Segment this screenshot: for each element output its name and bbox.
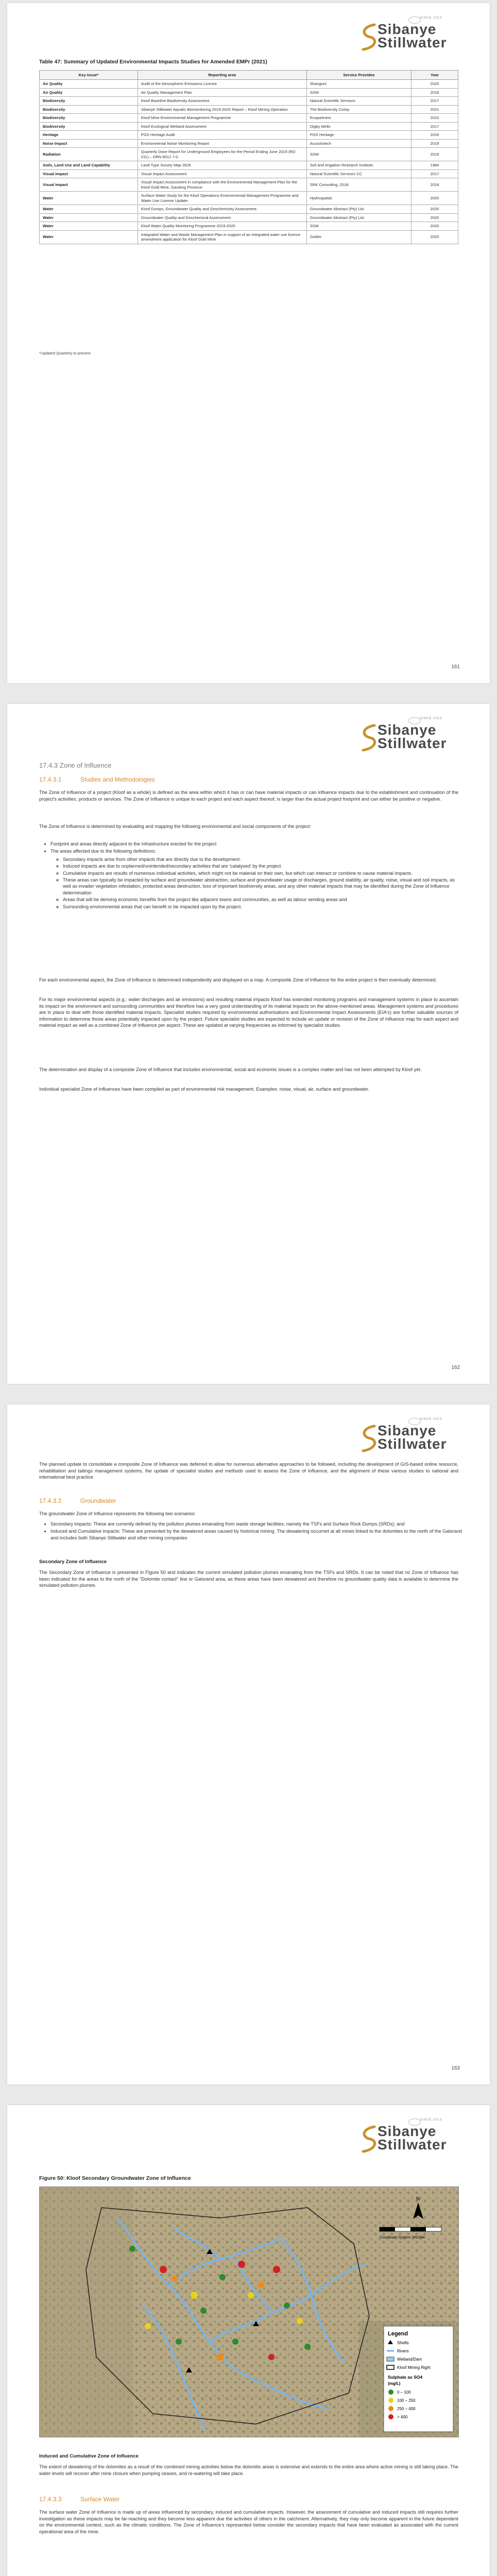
table-cell: 2020 [411,230,458,244]
table-cell: Water [40,230,138,244]
table-cell: Water [40,222,138,231]
table-cell: 2018 [411,178,458,192]
table-cell: Biodiversity [40,97,138,106]
bullet-list [39,841,462,911]
subsection-number: 17.4.3.1 [39,776,62,783]
brand-logo [359,1418,457,1454]
subsection-title: Groundwater [80,1497,116,1504]
legend-item: Wetland/Dam [397,2357,422,2362]
logo-line2: Stillwater [378,735,447,751]
table-cell: 2020 [411,80,458,89]
legend-item: Rivers [397,2349,409,2353]
list-item: ◦ Induced impacts are due to unplanned/unintended/secondary activities that are 'catalysed' by the project. [63,863,462,869]
subsection-heading [39,1497,116,1504]
table-cell: 2019 [411,139,458,148]
table-row [40,192,458,205]
logo-since: SINCE 2013 [420,717,442,720]
list-item: • Secondary impacts: These are currently defined by the pollution plumes emanating from waste storage facilities, namely the TSFs and Surface Rock Dumps (SRDs); and [50,1521,462,1527]
paragraph: The groundwater Zone of Influence represents the following two scenarios: [39,1511,196,1516]
brand-logo [359,2119,457,2155]
table-cell: Shangoni [306,80,411,89]
table-header-cell: Reporting area [138,71,306,80]
table-cell: Groundwater Abstract (Pty) Ltd. [306,213,411,222]
list-item: • Induced and Cumulative impacts: These are presented by the dewatered areas caused by historical mining. The dewatering occurred at all mines linked to the dolomites to the north of the Gatsrand and includes both Sibanye Stillwater and other mining companies [50,1528,462,1541]
legend-range: 0 – 100 [397,2390,411,2395]
table-cell: Air Quality [40,80,138,89]
table-cell: 2020 [411,192,458,205]
table-cell: Air Quality [40,88,138,97]
logo-line2: Stillwater [378,35,447,50]
table-cell: Golder [306,230,411,244]
section-heading: 17.4.3 Zone of Influence [39,761,112,769]
logo-line1: Sibanye [378,1422,437,1438]
table-cell: The Biodiversity Comp [306,105,411,114]
list-item: ◦ These areas can typically be impacted by surface and groundwater abstraction, surface and groundwater usage or discharges, ground stability, air quality, noise, visual and soil impacts, as well as invader vegetation infestation, protected areas destruction, loss of important biodiversity areas, and any other material impacts that may be identified during the Zone of Influence determination [63,877,462,896]
list-item: ◦ Cumulative impacts are results of numerous individual activities, which might not be material on their own, but which can interact or combine to cause material impacts. [63,870,462,876]
table-cell: Radiation [40,148,138,161]
list-item: ◦ Areas that will be deriving economic benefits from the project like adjacent towns and communities, as well as labour sending areas and [63,896,462,903]
bullet-list [39,1521,462,1542]
list-item-text: The areas affected due to the following definitions: [50,849,156,854]
list-item [50,848,462,910]
table-cell: 2016 [411,131,458,140]
legend-range: > 400 [397,2415,408,2419]
table-cell: Kloof Mine Environmental Management Programme [138,114,306,123]
table-cell: Surface Water Study for the Kloof Operations Environmental Management Programme and Water Use License Update. [138,192,306,205]
paragraph: The planned update to consolidate a composite Zone of Influence was deferred to allow for numerous alternative approaches to be followed, including the development of GIS-based online resource, rehabilitation and tailings management systems, the update of specialist studies and methods used to assess the Zone of Influence, and the alignment of these various studies to national and international best practice. [39,1462,458,1480]
table-row [40,205,458,214]
map-graphic [40,2187,458,2437]
table-header-cell: Year [411,71,458,80]
table-row [40,178,458,192]
page-161 [7,3,490,683]
logo-swirl-icon [359,2125,380,2154]
subsection-heading [39,2496,119,2503]
legend-sub: Sulphate as SO4 [388,2375,423,2380]
table-cell: 2020 [411,213,458,222]
table-cell: Groundwater Abstract (Pty) Ltd. [306,205,411,214]
table-cell: Kloof Water Quality Monitoring Programme 2019-2020 [138,222,306,231]
logo-line1: Sibanye [378,722,437,738]
table-cell: Water [40,192,138,205]
table-header-cell: Key Issue* [40,71,138,80]
table-cell: 2020 [411,205,458,214]
logo-line2: Stillwater [378,2137,447,2153]
table-cell: Biodiversity [40,122,138,131]
table-row [40,88,458,97]
paragraph: The Secondary Zone of Influence is presented in Figure 50 and indicates the current simulated pollution plumes emanating from the TSFs and SRDs. It can be noted that no Zone of Influence has been indicated for the areas to the north of the "Dolomite contact" line or Gatsrand area, as these areas have been dewatered and therefore no groundwater quality data is available to determine the simulated pollution plumes. [39,1570,458,1588]
logo-swirl-icon [359,23,380,52]
table-cell: Visual Impact Assessment [138,170,306,178]
table-cell: Quarterly Dose Report for Underground Employees for the Period Ending June 2019 (RD 011) – DRN 8012 7-0. [138,148,306,161]
table-cell: PGS Heritage [306,131,411,140]
page-number: 161 [451,664,460,670]
table-cell: 2017 [411,170,458,178]
table-cell: Air Quality Management Plan [138,88,306,97]
subsection-title: Studies and Methodologies [80,776,155,783]
brand-logo [359,16,457,53]
page-164 [7,2105,490,2576]
paragraph: The determination and display of a composite Zone of Influence that includes environmental, social and economic issues is a complex matter and has not been attempted by Kloof yet. [39,1067,422,1072]
table-row [40,230,458,244]
table-cell: PGS Heritage Audit [138,131,306,140]
table-row [40,222,458,231]
table-cell: 2010 [411,114,458,123]
paragraph: Individual specialist Zone of Influences have been compiled as part of environmental risk management. Examples: noise, visual, air, surface and groundwater. [39,1087,369,1092]
table-cell: Audit of the Atmospheric Emissions License [138,80,306,89]
page-number: 163 [451,2065,460,2071]
table-cell: Integrated Water and Waste Management Plan in support of an integrated water use licence amendment application for Kloof Gold Mine [138,230,306,244]
paragraph: The extent of dewatering of the dolomites as a result of the combined mining activities below the dolomitic areas is extensive and extends to the entire area where active mining is still taking place. The water levels will recover after mine closure when pumping ceases, and re-watering will take place. [39,2464,458,2476]
table-note: *Updated Quarterly to present [39,351,91,355]
table-cell: Visual Impact Assessment in compliance with the Environmental Management Plan for the Kloof Gold Mine, Gauteng Province [138,178,306,192]
logo-since: SINCE 2013 [420,1418,442,1421]
table-cell: Acusolutech [306,139,411,148]
table-cell: 2016 [411,88,458,97]
table-cell: Sibanye Stillwater Aquatic Biomonitoring 2019-2020 Report – Kloof Mining Operation [138,105,306,114]
table-row [40,114,458,123]
impact-studies-table [39,70,458,244]
list-item: • Footprint and areas directly adjacent to the infrastructure erected for the project [50,841,462,847]
paragraph: For its major environmental aspects (e.g.: water discharges and air emissions) and resulting material impacts Kloof has extended monitoring programs and management systems in place to ascertain its impact on the environment and surrounding communities and therefore has a very good understanding of its material impacts on the above-mentioned areas. Management systems and procedures are in place to deal with those identified material impacts. Specialist studies required by environmental authorisations and Environmental Impact Assessments (EIA's) are further valuable sources of information to determine those areas potentially impacted upon by the project. Future specialist studies are expected to include an update or revision of the Zone of Influence map for each aspect and material impact as well as a combined Zone of Influence per aspect. These are updated at varying frequencies as informed by specialist studies. [39,997,458,1028]
subsection-heading [39,776,155,783]
legend-title: Legend [388,2331,408,2337]
subsection-number: 17.4.3.2 [39,1497,62,1504]
subsection-number: 17.4.3.3 [39,2496,62,2503]
legend-range: 250 – 400 [397,2406,416,2411]
table-row [40,105,458,114]
table-row [40,139,458,148]
logo-since: SINCE 2013 [420,2119,442,2122]
table-cell: Groundwater Quality and Geochemical Assessment. [138,213,306,222]
page-163 [7,1404,490,2084]
logo-line2: Stillwater [378,1436,447,1452]
brand-logo [359,717,457,753]
paragraph: The Zone of Influence of a project (Kloof as a whole) is defined as the area within which it has or can have material impacts or can influence impacts due to the establishment and continuation of the project's activities, products or services. The Zone of Influence is unique to each project and each aspect thereof, is larger than the actual project footprint and can either be positive or negative. [39,790,458,802]
logo-swirl-icon [359,723,380,752]
table-cell: Biodiversity [40,114,138,123]
page-162 [7,704,490,1384]
table-cell: 2019 [411,148,458,161]
subsection-title: Surface Water [80,2496,120,2503]
table-cell: Noise Impact [40,139,138,148]
table-row [40,148,458,161]
logo-line1: Sibanye [378,21,437,37]
table-cell: Kloof Ecological Wetland Assessment [138,122,306,131]
table-cell: Digby Wells [306,122,411,131]
table-cell: Water [40,213,138,222]
table-cell: Hydrospatial. [306,192,411,205]
table-row [40,161,458,170]
north-label: N [416,2196,420,2202]
map-legend [384,2326,453,2432]
table-cell: 1984 [411,161,458,170]
table-cell: Visual Impact [40,170,138,178]
table-cell: 2017 [411,97,458,106]
legend-item: Shafts [397,2341,409,2345]
logo-since: SINCE 2013 [420,16,442,20]
table-cell: SSW [306,148,411,161]
table-cell: 2017 [411,122,458,131]
sub-bullet-list [50,856,462,910]
page-number: 162 [451,1365,460,1370]
sub-heading: Induced and Cumulative Zone of Influence [39,2453,139,2459]
legend-range: 100 – 250 [397,2398,416,2403]
table-row [40,131,458,140]
table-caption: Table 47: Summary of Updated Environmental Impacts Studies for Amended EMPr (2021) [39,59,267,65]
groundwater-zone-map [39,2187,459,2437]
sub-heading: Secondary Zone of Influence [39,1559,107,1565]
table-header-row [40,71,458,80]
table-cell: Kloof Baseline Biodiversity Assessment [138,97,306,106]
table-cell: Kloof Dumps, Groundwater Quality and Geochemistry Assessment. [138,205,306,214]
legend-item: Kloof Mining Right [397,2365,431,2370]
table-cell: Land Type Survey Map 2626 [138,161,306,170]
paragraph: The Zone of Influence is determined by evaluating and mapping the following environmental and social components of the project: [39,824,312,829]
table-row [40,122,458,131]
list-item: ◦ Surrounding environmental areas that can benefit or be impacted upon by the project. [63,904,462,910]
table-cell: Soil and Irrigation Research Institute. [306,161,411,170]
table-header-cell: Service Providee [306,71,411,80]
table-cell: 2020 [411,222,458,231]
table-cell: Natural Scientific Services [306,97,411,106]
table-cell: Visual Impact [40,178,138,192]
paragraph: The surface water Zone of Influence is made up of areas influenced by secondary, induced and cumulative impacts. However, the assessment of cumulative and induced impacts still requires further investigation as these impacts may be far-reaching and they become less apparent due the activities of others in the catchment. Alternatively, they may only become apparent in the future dependent on the environmental context, such as the climatic conditions. The Zone of Influence's represented below consider the secondary impacts that have been evaluated as associated with the current operational area of the mine. [39,2510,458,2534]
table-cell: SSW [306,88,411,97]
table-cell: Water [40,205,138,214]
table-cell: Biodiversity [40,105,138,114]
coord-system: Coordinate System: WGS84 [380,2236,425,2240]
table-cell: Heritage [40,131,138,140]
figure-caption: Figure 50: Kloof Secondary Groundwater Zone of Influence [39,2175,191,2181]
paragraph: For each environmental aspect, the Zone of Influence is determined independently and displayed on a map. A composite Zone of Influence for the entire project is then eventually determined. [39,977,437,982]
table-cell: 2021 [411,105,458,114]
table-cell: Natural Scientific Services CC [306,170,411,178]
table-row [40,80,458,89]
table-row [40,97,458,106]
table-row [40,170,458,178]
table-cell: Environmental Noise Monitoring Report [138,139,306,148]
table-cell: SRK Consulting, 2018. [306,178,411,192]
table-cell: Ecopartners [306,114,411,123]
logo-line1: Sibanye [378,2123,437,2139]
legend-unit: (mg/L) [388,2381,401,2386]
logo-swirl-icon [359,1424,380,1453]
table-cell: Soils, Land Use and Land Capability [40,161,138,170]
table-row [40,213,458,222]
list-item: ◦ Secondary impacts arise from other impacts that are directly due to the development. [63,856,462,862]
table-cell: SSW [306,222,411,231]
